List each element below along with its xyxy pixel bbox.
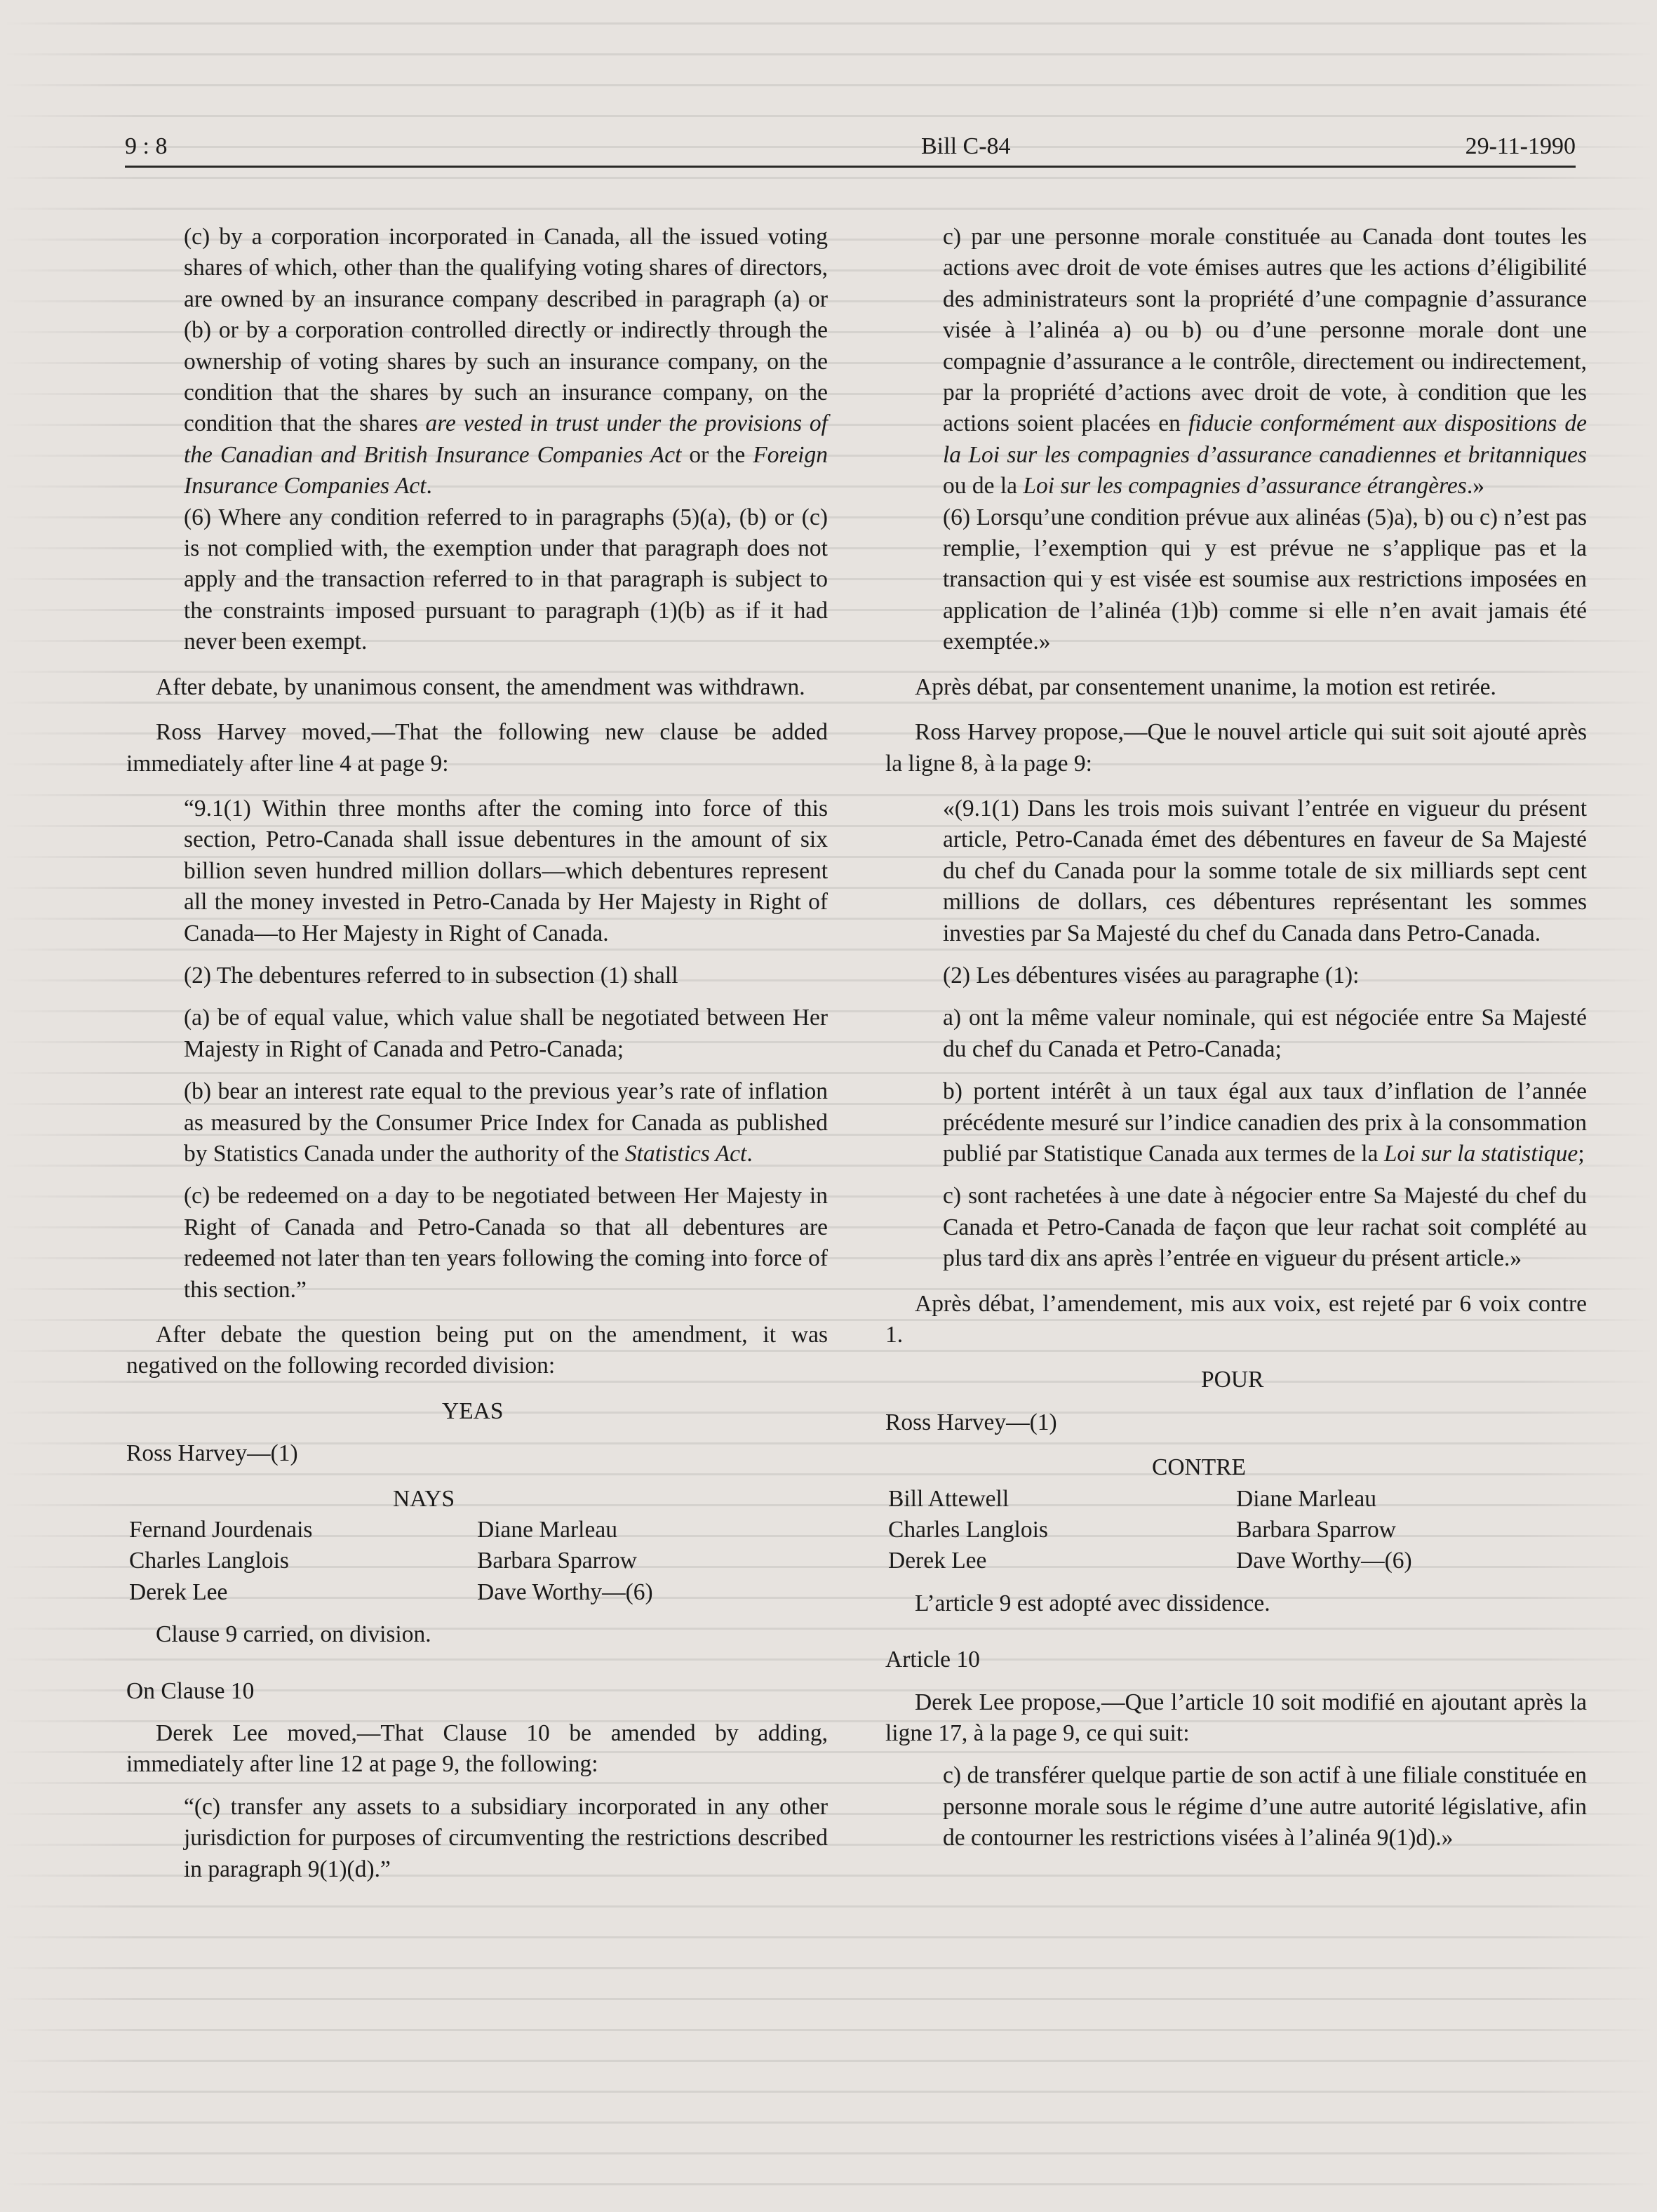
clause-10-amendment-text: “(c) transfer any assets to a subsidiary incorporated in any other jurisdiction for purposes of circumventing the restrictions described in paragraph 9(1)(d).” xyxy=(184,1793,828,1882)
item-b: (b) bear an interest rate equal to the previous year’s rate of inflation as measured by the Consumer Price Index for Canada as published by Statistics Canada under the authority of the Statistics Act. xyxy=(184,1078,828,1167)
english-column xyxy=(126,222,828,1885)
subsection-2: (2) The debentures referred to in subsection (1) shall xyxy=(184,962,678,988)
item-a: a) ont la même valeur nominale, qui est négociée entre Sa Majesté du chef du Canada et Petro-Canada; xyxy=(943,1005,1587,1062)
section-heading-clause-10: On Clause 10 xyxy=(126,1677,255,1704)
yeas-heading: YEAS xyxy=(442,1397,504,1424)
nays-member: Derek Lee xyxy=(129,1578,228,1605)
nays-member: Diane Marleau xyxy=(477,1517,617,1543)
amendment-withdrawn-note: Après débat, par consentement unanime, la motion est retirée. xyxy=(915,673,1496,700)
amendment-withdrawn-note: After debate, by unanimous consent, the amendment was withdrawn. xyxy=(156,673,805,700)
clause-10-amendment-text: c) de transférer quelque partie de son actif à une filiale constituée en personne morale sous le régime d’une autre autorité législative, afin de contourner les restrictions visées à l’alinéa 9(1)d).» xyxy=(943,1762,1587,1851)
nays-member: Barbara Sparrow xyxy=(477,1548,637,1574)
bill-title: Bill C-84 xyxy=(921,133,1011,159)
nays-heading: NAYS xyxy=(393,1485,455,1512)
nays-heading: CONTRE xyxy=(1152,1454,1246,1481)
nays-member: Fernand Jourdenais xyxy=(129,1517,313,1543)
yeas-member: Ross Harvey—(1) xyxy=(126,1440,298,1467)
new-clause-9-1: “9.1(1) Within three months after the coming into force of this section, Petro-Canada shall issue debentures in the amount of six billion seven hundred million dollars—which debentures represent all the money invested in Petro-Canada by Her Majesty in Right of Canada—to Her Majesty in Right of Canada. xyxy=(184,795,828,946)
item-a: (a) be of equal value, which value shall be negotiated between Her Majesty in Right of Canada and Petro-Canada; xyxy=(184,1005,828,1062)
page-header xyxy=(125,129,1576,168)
harvey-motion: Ross Harvey propose,—Que le nouvel article qui suit soit ajouté après la ligne 8, à la page 9: xyxy=(885,719,1587,777)
division-intro: Après débat, l’amendement, mis aux voix, est rejeté par 6 voix contre 1. xyxy=(885,1290,1587,1348)
subsection-6-paragraph: (6) Lorsqu’une condition prévue aux alinéas (5)a), b) ou c) n’est pas remplie, l’exemption qui y est prévue ne s’applique pas et la transaction qui y est visée est soumise aux restrictions imposées en application de l’alinéa (1)b) comme si elle n’en avait jamais été exemptée.» xyxy=(943,504,1587,655)
section-heading-clause-10: Article 10 xyxy=(885,1647,980,1673)
nays-member: Derek Lee xyxy=(888,1548,987,1574)
harvey-motion: Ross Harvey moved,—That the following new clause be added immediately after line 4 at page 9: xyxy=(126,719,828,777)
lee-motion: Derek Lee moved,—That Clause 10 be amended by adding, immediately after line 12 at page 9, the following: xyxy=(126,1720,828,1778)
header-date: 29-11-1990 xyxy=(1465,133,1576,159)
nays-member: Bill Attewell xyxy=(888,1485,1009,1512)
division-intro: After debate the question being put on the amendment, it was negatived on the following recorded division: xyxy=(126,1322,828,1379)
nays-member: Dave Worthy—(6) xyxy=(477,1578,653,1605)
clause-9-result: L’article 9 est adopté avec dissidence. xyxy=(915,1590,1270,1616)
nays-member: Diane Marleau xyxy=(1236,1485,1376,1512)
item-c: (c) be redeemed on a day to be negotiated between Her Majesty in Right of Canada and Petro-Canada so that all debentures are redeemed not later than ten years following the coming into force of this section.” xyxy=(184,1183,828,1303)
lee-motion: Derek Lee propose,—Que l’article 10 soit modifié en ajoutant après la ligne 17, à la page 9, ce qui suit: xyxy=(885,1689,1587,1747)
nays-member: Charles Langlois xyxy=(888,1517,1048,1543)
yeas-heading: POUR xyxy=(1201,1367,1264,1393)
clause-9-result: Clause 9 carried, on division. xyxy=(156,1621,431,1648)
nays-member: Barbara Sparrow xyxy=(1236,1517,1396,1543)
nays-member: Dave Worthy—(6) xyxy=(1236,1548,1412,1574)
nays-list xyxy=(126,1515,828,1608)
subsection-6-paragraph: (6) Where any condition referred to in paragraphs (5)(a), (b) or (c) is not complied with, the exemption under that paragraph does not apply and the transaction referred to in that paragraph is subject to the constraints imposed pursuant to paragraph (1)(b) as if it had never been exempt. xyxy=(184,504,828,655)
item-b: b) portent intérêt à un taux égal aux taux d’inflation de l’année précédente mesuré sur l’indice canadien des prix à la consommation publié par Statistique Canada aux termes de la Loi sur la statistique; xyxy=(943,1078,1587,1167)
french-column xyxy=(885,222,1587,1854)
page-number: 9 : 8 xyxy=(125,133,168,159)
item-c: c) sont rachetées à une date à négocier entre Sa Majesté du chef du Canada et Petro-Canada de façon que leur rachat soit complété au plus tard dix ans après l’entrée en vigueur du présent article.» xyxy=(943,1183,1587,1272)
subsection-2: (2) Les débentures visées au paragraphe (1): xyxy=(943,962,1360,988)
yeas-member: Ross Harvey—(1) xyxy=(885,1409,1057,1435)
clause-5c-paragraph: c) par une personne morale constituée au Canada dont toutes les actions avec droit de vote émises autres que les actions d’éligibilité des administrateurs sont la propriété d’une compagnie d’assurance visée à l’alinéa a) ou b) ou d’une personne morale dont une compagnie d’assurance a le contrôle, directement ou indirectement, par la propriété d’actions avec droit de vote, à condition que les actions soient placées en fiducie conformément aux dispositions de la Loi sur les compagnies d’assurance canadiennes et britanniques ou de la Loi sur les compagnies d’assurance étrangères.» xyxy=(943,224,1587,500)
nays-list xyxy=(885,1484,1587,1577)
new-clause-9-1: «(9.1(1) Dans les trois mois suivant l’entrée en vigueur du présent article, Petro-Canada émet des débentures en faveur de Sa Majesté du chef du Canada pour la somme totale de six milliards sept cent millions de dollars, ces débentures représentant les sommes investies par Sa Majesté du chef du Canada dans Petro-Canada. xyxy=(943,795,1587,946)
clause-5c-paragraph: (c) by a corporation incorporated in Canada, all the issued voting shares of which, other than the qualifying voting shares of directors, are owned by an insurance company described in paragraph (a) or (b) or by a corporation controlled directly or indirectly through the ownership of voting shares by such an insurance company, on the condition that the shares by such an insurance company, on the condition that the shares are vested in trust under the provisions of the Canadian and British Insurance Companies Act or the Foreign Insurance Companies Act. xyxy=(184,224,828,500)
nays-member: Charles Langlois xyxy=(129,1548,289,1574)
